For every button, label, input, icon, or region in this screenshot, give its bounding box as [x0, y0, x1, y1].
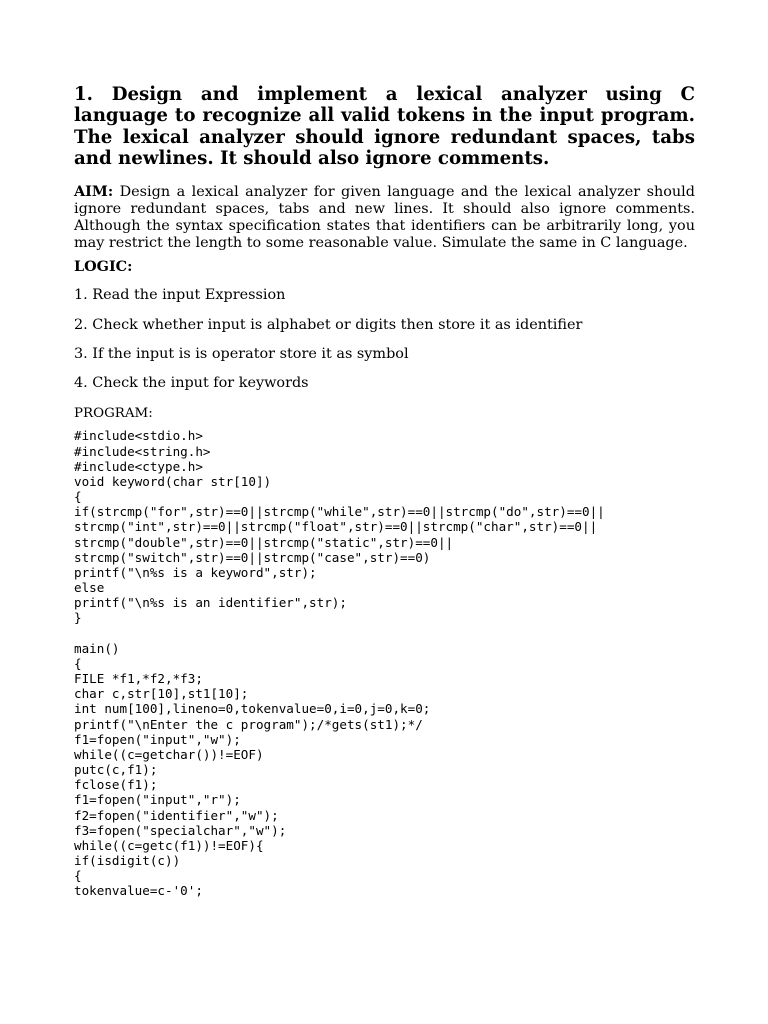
code-line: f3=fopen("specialchar","w");: [74, 822, 287, 838]
code-line: }: [74, 610, 82, 626]
code-line: {: [74, 655, 82, 671]
code-line: void keyword(char str[10]): [74, 473, 272, 489]
code-line: {: [74, 868, 82, 884]
code-line: if(strcmp("for",str)==0||strcmp("while",str)==0||strcmp("do",str)==0||: [74, 504, 605, 520]
logic-step-4: 4. Check the input for keywords: [74, 375, 309, 392]
code-line: FILE *f1,*f2,*f3;: [74, 671, 203, 687]
logic-step-3: 3. If the input is is operator store it as symbol: [74, 346, 409, 363]
aim-text: Design a lexical analyzer for given language and the lexical analyzer should ignore redundant spaces, tabs and new lines. It should also ignore comments. Although the syntax specification states that identifiers can be arbitrarily long, you may restrict the length to some reasonable value. Simulate the same in C language.: [74, 183, 695, 252]
code-line: fclose(f1);: [74, 777, 158, 793]
code-line: main(): [74, 640, 120, 656]
code-line: strcmp("switch",str)==0||strcmp("case",str)==0): [74, 549, 431, 565]
logic-step-2: 2. Check whether input is alphabet or digits then store it as identifier: [74, 316, 583, 333]
code-line: strcmp("double",str)==0||strcmp("static",str)==0||: [74, 534, 454, 550]
logic-steps-list: [74, 287, 695, 392]
program-label: PROGRAM:: [74, 406, 153, 422]
aim-label: AIM:: [74, 182, 114, 200]
code-line: f2=fopen("identifier","w");: [74, 807, 279, 823]
code-line: else: [74, 580, 105, 596]
code-line: #include<ctype.h>: [74, 458, 203, 474]
code-line: if(isdigit(c)): [74, 853, 181, 869]
code-line: {: [74, 489, 82, 505]
code-line: while((c=getc(f1))!=EOF){: [74, 837, 264, 853]
code-line: #include<string.h>: [74, 443, 211, 459]
code-line: int num[100],lineno=0,tokenvalue=0,i=0,j=0,k=0;: [74, 701, 431, 717]
logic-step-1: 1. Read the input Expression: [74, 287, 286, 304]
logic-label: LOGIC:: [74, 258, 133, 276]
code-line: strcmp("int",str)==0||strcmp("float",str)==0||strcmp("char",str)==0||: [74, 519, 598, 535]
code-line: char c,str[10],st1[10];: [74, 686, 249, 702]
code-line: printf("\nEnter the c program");/*gets(st1);*/: [74, 716, 423, 732]
document-page: [74, 84, 695, 899]
code-line: f1=fopen("input","r");: [74, 792, 241, 808]
code-line: f1=fopen("input","w");: [74, 731, 241, 747]
code-line: printf("\n%s is an identifier",str);: [74, 595, 347, 611]
code-line: putc(c,f1);: [74, 762, 158, 778]
code-line: [74, 626, 695, 641]
aim-paragraph: [74, 183, 695, 253]
code-line: tokenvalue=c-'0';: [74, 883, 203, 899]
question-heading: 1. Design and implement a lexical analyzer using C language to recognize all valid tokens in the input program. The lexical analyzer should ignore redundant spaces, tabs and newlines. It should also ignore comments.: [74, 84, 695, 170]
code-line: while((c=getchar())!=EOF): [74, 746, 264, 762]
code-line: printf("\n%s is a keyword",str);: [74, 564, 317, 580]
code-line: #include<stdio.h>: [74, 428, 203, 444]
program-code-block: [74, 428, 695, 898]
